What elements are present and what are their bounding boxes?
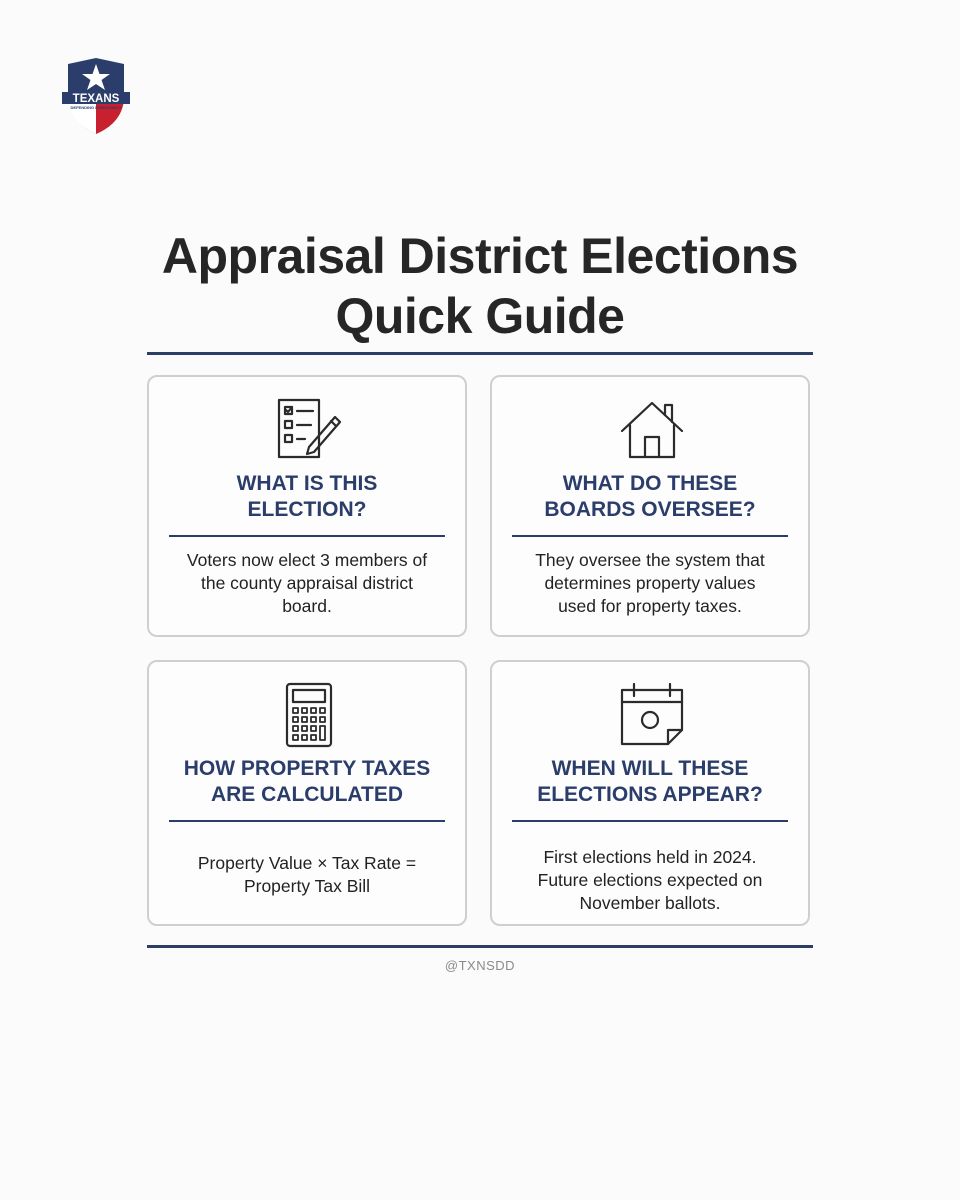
card-when-elections-appear — [490, 660, 810, 926]
house-icon — [618, 397, 686, 463]
card-divider — [169, 535, 445, 537]
calendar-icon — [618, 682, 686, 748]
title-line-1: Appraisal District Elections — [161, 228, 799, 284]
page-title — [0, 226, 960, 346]
calculator-icon — [275, 682, 343, 748]
card-divider — [512, 820, 788, 822]
card-how-taxes-calculated — [147, 660, 467, 926]
card-divider — [512, 535, 788, 537]
card-title: WHAT IS THIS ELECTION? — [236, 472, 378, 521]
top-divider — [147, 352, 813, 355]
ballot-checklist-icon — [275, 397, 343, 463]
card-what-do-boards-oversee — [490, 375, 810, 637]
logo-name: TEXANS — [72, 93, 120, 105]
texans-logo — [62, 56, 130, 136]
card-body: First elections held in 2024. Future elections expected on November ballots. — [537, 847, 763, 913]
card-title: WHAT DO THESE BOARDS OVERSEE? — [544, 472, 756, 521]
logo-tagline: DEFENDING DEMOCRACY — [70, 105, 122, 110]
card-what-is-this-election — [147, 375, 467, 637]
social-handle: @TXNSDD — [444, 958, 516, 973]
card-divider — [169, 820, 445, 822]
card-body: They oversee the system that determines property values used for property taxes. — [535, 550, 765, 616]
bottom-divider — [147, 945, 813, 948]
title-line-2: Quick Guide — [335, 288, 625, 344]
card-title: HOW PROPERTY TAXES ARE CALCULATED — [183, 757, 431, 806]
card-body: Voters now elect 3 members of the county appraisal district board. — [186, 550, 428, 616]
card-body: Property Value × Tax Rate = Property Tax Bill — [197, 853, 417, 896]
card-title: WHEN WILL THESE ELECTIONS APPEAR? — [537, 757, 763, 806]
